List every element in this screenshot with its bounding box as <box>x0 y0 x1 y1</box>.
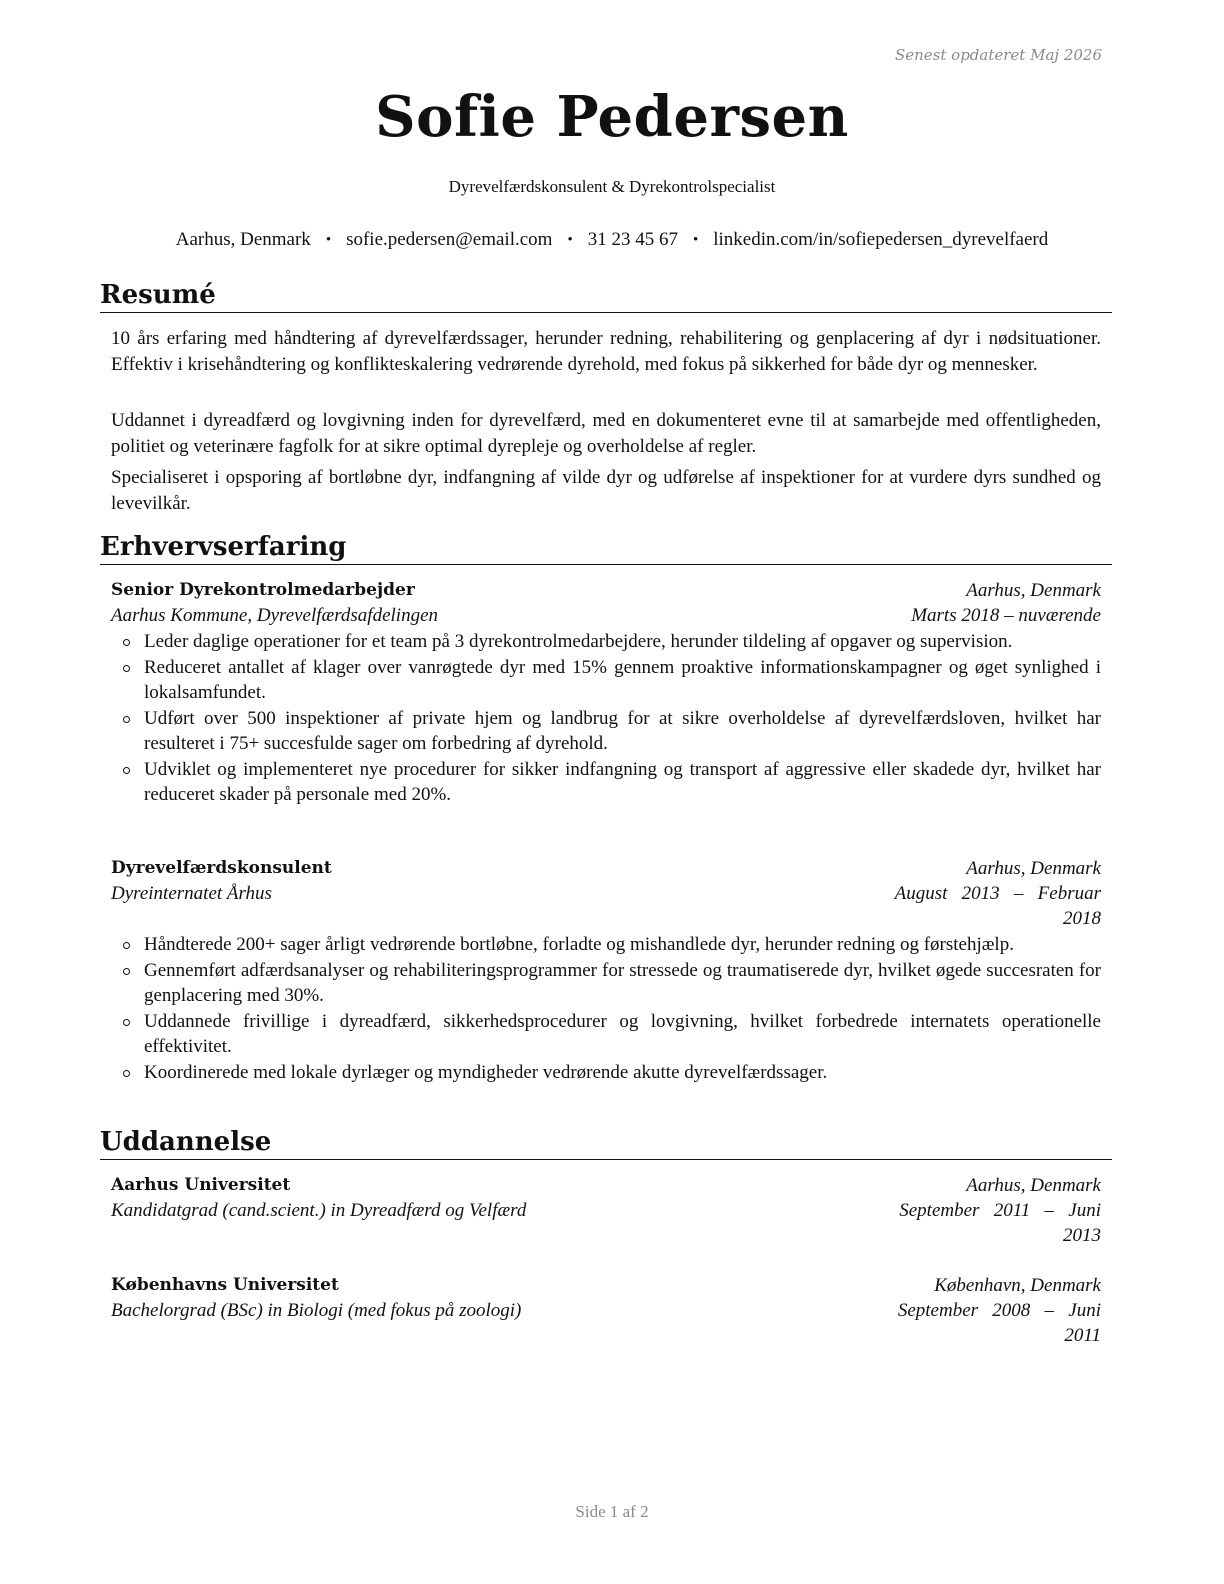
list-item: Udført over 500 inspektioner af private hjem og landbrug for at sikre overholdelse af dyrevelfærdsloven, hvilket har resulteret i 75+ succesfulde sager om forbedring af dyrehold. <box>111 706 1101 757</box>
job-dates: Marts 2018 – nuværende <box>911 605 1101 626</box>
job-header <box>111 856 1101 881</box>
contact-email[interactable]: sofie.pedersen@email.com <box>346 229 553 250</box>
education-dates-end: 2011 <box>1064 1325 1101 1346</box>
contact-location: Aarhus, Denmark <box>175 229 311 250</box>
bullet-icon <box>123 1019 130 1026</box>
page-number: Side 1 af 2 <box>575 1502 649 1521</box>
separator: • <box>567 232 573 248</box>
job-org: Aarhus Kommune, Dyrevelfærdsafdelingen <box>111 605 439 626</box>
job-location: Aarhus, Denmark <box>966 858 1101 879</box>
contact-phone[interactable]: 31 23 45 67 <box>587 229 678 250</box>
degree: Kandidatgrad (cand.scient.) in Dyreadfærd og Velfærd <box>111 1200 527 1221</box>
job-subheader <box>111 603 1101 628</box>
job-subtitle: Dyrevelfærdskonsulent & Dyrekontrolspecialist <box>448 177 776 196</box>
education-subheader <box>111 1298 1101 1323</box>
job-title: Dyrevelfærdskonsulent <box>111 858 332 878</box>
education-dates-end: 2013 <box>1063 1225 1101 1246</box>
list-item: Gennemført adfærdsanalyser og rehabiliteringsprogrammer for stressede og traumatiserede dyr, hvilket øgede succesraten for genplacering med 30%. <box>111 958 1101 1009</box>
section-title-education: Uddannelse <box>100 1127 1112 1160</box>
education-dates-continued <box>111 1323 1101 1348</box>
education-subheader <box>111 1198 1101 1223</box>
school-location: København, Denmark <box>934 1275 1101 1296</box>
bullet-icon <box>123 767 130 774</box>
education-dates: September 2008 – Juni <box>897 1300 1101 1321</box>
bullet-icon <box>123 942 130 949</box>
job-dates-end: 2018 <box>1063 908 1101 929</box>
bullet-icon <box>123 716 130 723</box>
education-header <box>111 1273 1101 1298</box>
education-header <box>111 1173 1101 1198</box>
list-item: Håndterede 200+ sager årligt vedrørende bortløbne, forladte og mishandlede dyr, herunder redning og førstehjælp. <box>111 932 1101 958</box>
school-name: Københavns Universitet <box>111 1275 339 1295</box>
bullet-icon <box>123 665 130 672</box>
degree: Bachelorgrad (BSc) in Biologi (med fokus på zoologi) <box>111 1300 522 1321</box>
list-item: Koordinerede med lokale dyrlæger og myndigheder vedrørende akutte dyrevelfærdssager. <box>111 1060 1101 1086</box>
separator: • <box>692 232 699 248</box>
separator: • <box>325 232 332 248</box>
job-org: Dyreinternatet Århus <box>111 883 272 904</box>
education-dates: September 2011 – Juni <box>899 1200 1101 1221</box>
bullet-icon <box>123 639 130 646</box>
job-title: Senior Dyrekontrolmedarbejder <box>111 580 415 600</box>
last-updated: Senest opdateret Maj 2026 <box>894 46 1102 64</box>
resume-paragraph: 10 års erfaring med håndtering af dyrevelfærdssager, herunder redning, rehabilitering og genplacering af dyr i nødsituationer. Effektiv i krisehåndtering og konflikteskalering vedrørende dyrehold, med fokus på sikkerhed for både dyr og mennesker. <box>111 328 1101 375</box>
resume-paragraph: Uddannet i dyreadfærd og lovgivning inden for dyrevelfærd, med en dokumenteret evne til at samarbejde med offentligheden, politiet og veterinære fagfolk for at sikre optimal dyrepleje og overholdelse af regler. <box>111 410 1101 457</box>
list-item: Uddannede frivillige i dyreadfærd, sikkerhedsprocedurer og lovgivning, hvilket forbedrede internatets operationelle effektivitet. <box>111 1009 1101 1060</box>
school-name: Aarhus Universitet <box>111 1175 291 1195</box>
job-subheader <box>111 881 1101 906</box>
section-title-experience: Erhvervserfaring <box>100 532 1112 565</box>
section-title-resume: Resumé <box>100 280 1112 313</box>
bullet-icon <box>123 1070 130 1077</box>
list-item: Reduceret antallet af klager over vanrøgtede dyr med 15% gennem proaktive informationskampagner og øget synlighed i lokalsamfundet. <box>111 655 1101 706</box>
job-dates: August 2013 – Februar <box>894 883 1101 904</box>
education-dates-continued <box>111 1223 1101 1248</box>
list-item: Udviklet og implementeret nye procedurer for sikker indfangning og transport af aggressive eller skadede dyr, hvilket har reduceret skader på personale med 20%. <box>111 757 1101 808</box>
bullet-icon <box>123 968 130 975</box>
job-location: Aarhus, Denmark <box>966 580 1101 601</box>
job-bullets <box>111 629 1101 808</box>
resume-paragraph: Specialiseret i opsporing af bortløbne dyr, indfangning af vilde dyr og udførelse af inspektioner for at vurdere dyrs sundhed og levevilkår. <box>111 467 1101 514</box>
job-dates-continued <box>111 906 1101 931</box>
contact-line <box>0 229 1224 251</box>
list-item: Leder daglige operationer for et team på 3 dyrekontrolmedarbejdere, herunder tildeling af opgaver og supervision. <box>111 629 1101 655</box>
job-header <box>111 578 1101 603</box>
job-bullets <box>111 932 1101 1085</box>
person-name: Sofie Pedersen <box>375 84 849 150</box>
school-location: Aarhus, Denmark <box>966 1175 1101 1196</box>
contact-linkedin[interactable]: linkedin.com/in/sofiepedersen_dyrevelfaerd <box>713 229 1049 250</box>
